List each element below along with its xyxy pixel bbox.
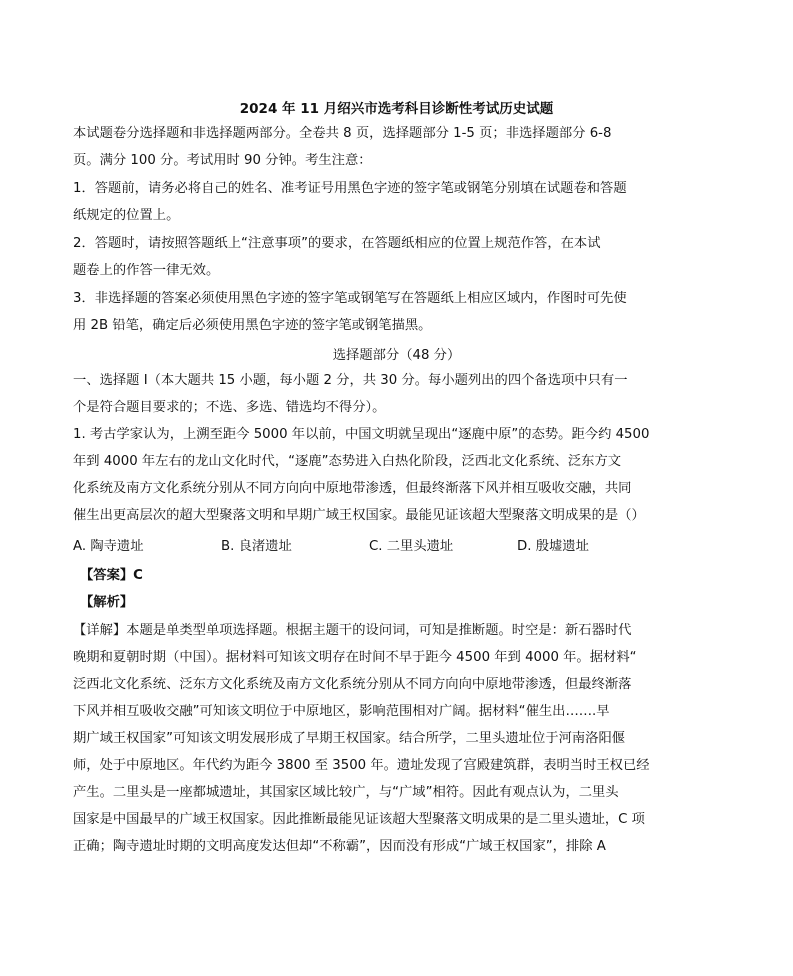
note-line: 用 2B 铅笔，确定后必须使用黑色字迹的签字笔或钢笔描黑。 <box>73 318 432 333</box>
page-title: 2024 年 11 月绍兴市选考科目诊断性考试历史试题 <box>239 101 554 117</box>
detail-line: 【详解】本题是单类型单项选择题。根据主题干的设问词，可知是推断题。时空是：新石器时代 <box>73 623 632 638</box>
detail-line: 国家是中国最早的广域王权国家。因此推断最能见证该超大型聚落文明成果的是二里头遗址，C 项 <box>73 812 645 827</box>
note-line: 题卷上的作答一律无效。 <box>73 263 220 278</box>
detail-line: 下风并相互吸收交融”可知该文明位于中原地区，影响范围相对广阔。据材料“催生出…….早 <box>73 704 610 719</box>
detail-line: 期广域王权国家”可知该文明发展形成了早期王权国家。结合所学，二里头遗址位于河南洛阳偃 <box>73 731 626 746</box>
part-instruction: 个是符合题目要求的；不选、多选、错选均不得分）。 <box>73 400 386 415</box>
option-b: B. 良渚遗址 <box>221 539 292 554</box>
part-instruction: 一、选择题 I（本大题共 15 小题，每小题 2 分，共 30 分。每小题列出的四个备选项中只有一 <box>73 373 628 388</box>
intro-line: 页。满分 100 分。考试用时 90 分钟。考生注意： <box>73 153 372 168</box>
question-line: 化系统及南方文化系统分别从不同方向向中原地带渗透，但最终渐落下风并相互吸收交融，共同 <box>73 481 632 496</box>
detail-line: 泛西北文化系统、泛东方文化系统及南方文化系统分别从不同方向向中原地带渗透，但最终渐落 <box>73 677 632 692</box>
note-line: 1．答题前，请务必将自己的姓名、准考证号用黑色字迹的签字笔或钢笔分别填在试题卷和答题 <box>73 181 627 196</box>
detail-line: 师，处于中原地区。年代约为距今 3800 至 3500 年。遗址发现了宫殿建筑群，表明当时王权已经 <box>73 758 650 773</box>
note-line: 2．答题时，请按照答题纸上“注意事项”的要求，在答题纸相应的位置上规范作答，在本试 <box>73 236 601 251</box>
question-line: 催生出更高层次的超大型聚落文明和早期广域王权国家。最能见证该超大型聚落文明成果的是（） <box>73 508 645 523</box>
option-d: D. 殷墟遗址 <box>517 539 589 554</box>
option-c: C. 二里头遗址 <box>369 539 454 554</box>
section-title: 选择题部分（48 分） <box>332 348 461 363</box>
detail-line: 产生。二里头是一座都城遗址，其国家区域比较广，与“广域”相符。因此有观点认为，二里头 <box>73 785 619 800</box>
intro-line: 本试题卷分选择题和非选择题两部分。全卷共 8 页，选择题部分 1-5 页；非选择题部分 6-8 <box>73 126 612 141</box>
answer-label: 【答案】C <box>80 568 143 583</box>
question-line: 年到 4000 年左右的龙山文化时代，“逐鹿”态势进入白热化阶段，泛西北文化系统、泛东方文 <box>73 454 622 469</box>
note-line: 纸规定的位置上。 <box>73 208 180 223</box>
detail-line: 正确；陶寺遗址时期的文明高度发达但却“不称霸”，因而没有形成“广域王权国家”，排除 A <box>73 839 606 854</box>
note-line: 3．非选择题的答案必须使用黑色字迹的签字笔或钢笔写在答题纸上相应区域内，作图时可先使 <box>73 291 627 306</box>
detail-line: 晚期和夏朝时期（中国）。据材料可知该文明存在时间不早于距今 4500 年到 4000 年。据材料“ <box>73 650 637 665</box>
analysis-label: 【解析】 <box>80 595 134 610</box>
option-a: A. 陶寺遗址 <box>73 539 144 554</box>
question-line: 1. 考古学家认为，上溯至距今 5000 年以前，中国文明就呈现出“逐鹿中原”的态势。距今约 4500 <box>73 427 650 442</box>
